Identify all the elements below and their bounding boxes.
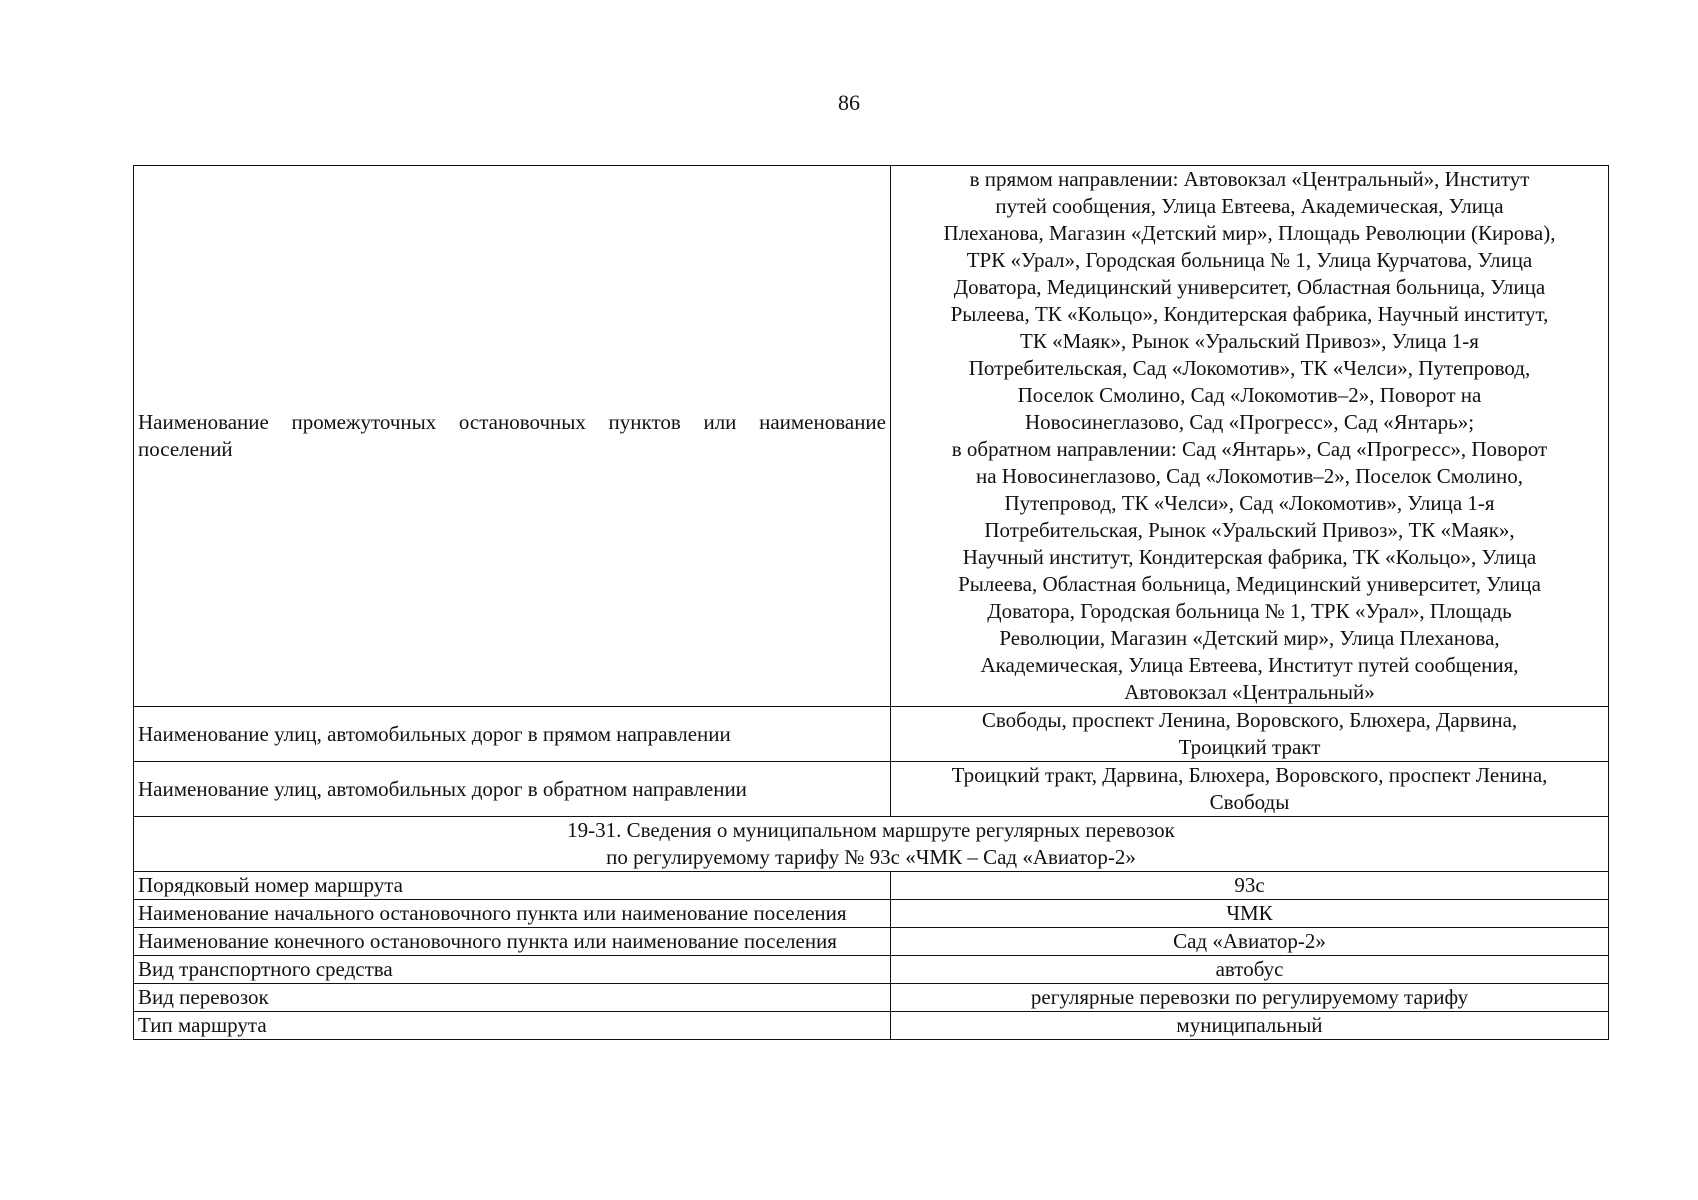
route-type-label: Тип маршрута	[134, 1012, 891, 1040]
route-number-value: 93с	[891, 872, 1609, 900]
section-heading-line: по регулируемому тарифу № 93с «ЧМК – Сад «Авиатор-2»	[606, 845, 1136, 869]
table-row-route-number	[134, 872, 1609, 900]
streets-backward-line: Свободы	[1209, 790, 1290, 814]
stops-line: на Новосинеглазово, Сад «Локомотив–2», Поселок Смолино,	[976, 464, 1523, 488]
stops-line: Путепровод, ТК «Челси», Сад «Локомотив», Улица 1-я	[1004, 491, 1495, 515]
stops-line: Новосинеглазово, Сад «Прогресс», Сад «Янтарь»;	[1024, 410, 1475, 434]
table-row-end-stop	[134, 928, 1609, 956]
table-row-section-heading	[134, 817, 1609, 872]
stops-line: Рылеева, ТК «Кольцо», Кондитерская фабрика, Научный институт,	[950, 302, 1549, 326]
stops-line: Научный институт, Кондитерская фабрика, ТК «Кольцо», Улица	[962, 545, 1537, 569]
table-row-intermediate-stops	[134, 166, 1609, 707]
stops-line: Плеханова, Магазин «Детский мир», Площадь Революции (Кирова),	[943, 221, 1556, 245]
route-info-table	[133, 165, 1609, 1040]
start-stop-value: ЧМК	[891, 900, 1609, 928]
stops-line: Рылеева, Областная больница, Медицинский университет, Улица	[958, 572, 1541, 596]
table-row-streets-backward	[134, 762, 1609, 817]
streets-forward-label: Наименование улиц, автомобильных дорог в прямом направлении	[134, 707, 891, 762]
stops-line: Потребительская, Сад «Локомотив», ТК «Челси», Путепровод,	[968, 356, 1531, 380]
table-row-start-stop	[134, 900, 1609, 928]
intermediate-stops-label: Наименование промежуточных остановочных пунктов или наименование поселений	[134, 166, 891, 707]
stops-line: Академическая, Улица Евтеева, Институт путей сообщения,	[980, 653, 1519, 677]
intermediate-stops-value	[891, 166, 1609, 707]
transport-kind-value: регулярные перевозки по регулируемому тарифу	[891, 984, 1609, 1012]
stops-line: Доватора, Городская больница № 1, ТРК «Урал», Площадь	[987, 599, 1512, 623]
end-stop-label: Наименование конечного остановочного пункта или наименование поселения	[134, 928, 891, 956]
stops-line: Поселок Смолино, Сад «Локомотив–2», Поворот на	[1017, 383, 1482, 407]
streets-backward-value	[891, 762, 1609, 817]
route-number-label: Порядковый номер маршрута	[134, 872, 891, 900]
stops-line: ТРК «Урал», Городская больница № 1, Улица Курчатова, Улица	[966, 248, 1533, 272]
stops-line: путей сообщения, Улица Евтеева, Академическая, Улица	[995, 194, 1504, 218]
table-row-vehicle-type	[134, 956, 1609, 984]
stops-line: Доватора, Медицинский университет, Областная больница, Улица	[953, 275, 1546, 299]
start-stop-label: Наименование начального остановочного пункта или наименование поселения	[134, 900, 891, 928]
section-heading	[134, 817, 1609, 872]
streets-backward-label: Наименование улиц, автомобильных дорог в обратном направлении	[134, 762, 891, 817]
transport-kind-label: Вид перевозок	[134, 984, 891, 1012]
stops-line: в обратном направлении: Сад «Янтарь», Сад «Прогресс», Поворот	[951, 437, 1548, 461]
table-row-route-type	[134, 1012, 1609, 1040]
table-row-transport-kind	[134, 984, 1609, 1012]
streets-forward-line: Троицкий тракт	[1178, 735, 1321, 759]
vehicle-type-label: Вид транспортного средства	[134, 956, 891, 984]
stops-line: в прямом направлении: Автовокзал «Центральный», Институт	[969, 167, 1530, 191]
end-stop-value: Сад «Авиатор-2»	[891, 928, 1609, 956]
stops-line: Революции, Магазин «Детский мир», Улица Плеханова,	[999, 626, 1500, 650]
streets-backward-line: Троицкий тракт, Дарвина, Блюхера, Воровского, проспект Ленина,	[951, 763, 1548, 787]
stops-line: Потребительская, Рынок «Уральский Привоз», ТК «Маяк»,	[984, 518, 1515, 542]
page-number: 86	[838, 90, 860, 115]
route-type-value: муниципальный	[891, 1012, 1609, 1040]
vehicle-type-value: автобус	[891, 956, 1609, 984]
streets-forward-line: Свободы, проспект Ленина, Воровского, Блюхера, Дарвина,	[981, 708, 1518, 732]
section-heading-line: 19-31. Сведения о муниципальном маршруте регулярных перевозок	[567, 818, 1175, 842]
stops-line: ТК «Маяк», Рынок «Уральский Привоз», Улица 1-я	[1020, 329, 1479, 353]
stops-line: Автовокзал «Центральный»	[1124, 680, 1375, 704]
streets-forward-value	[891, 707, 1609, 762]
table-row-streets-forward	[134, 707, 1609, 762]
